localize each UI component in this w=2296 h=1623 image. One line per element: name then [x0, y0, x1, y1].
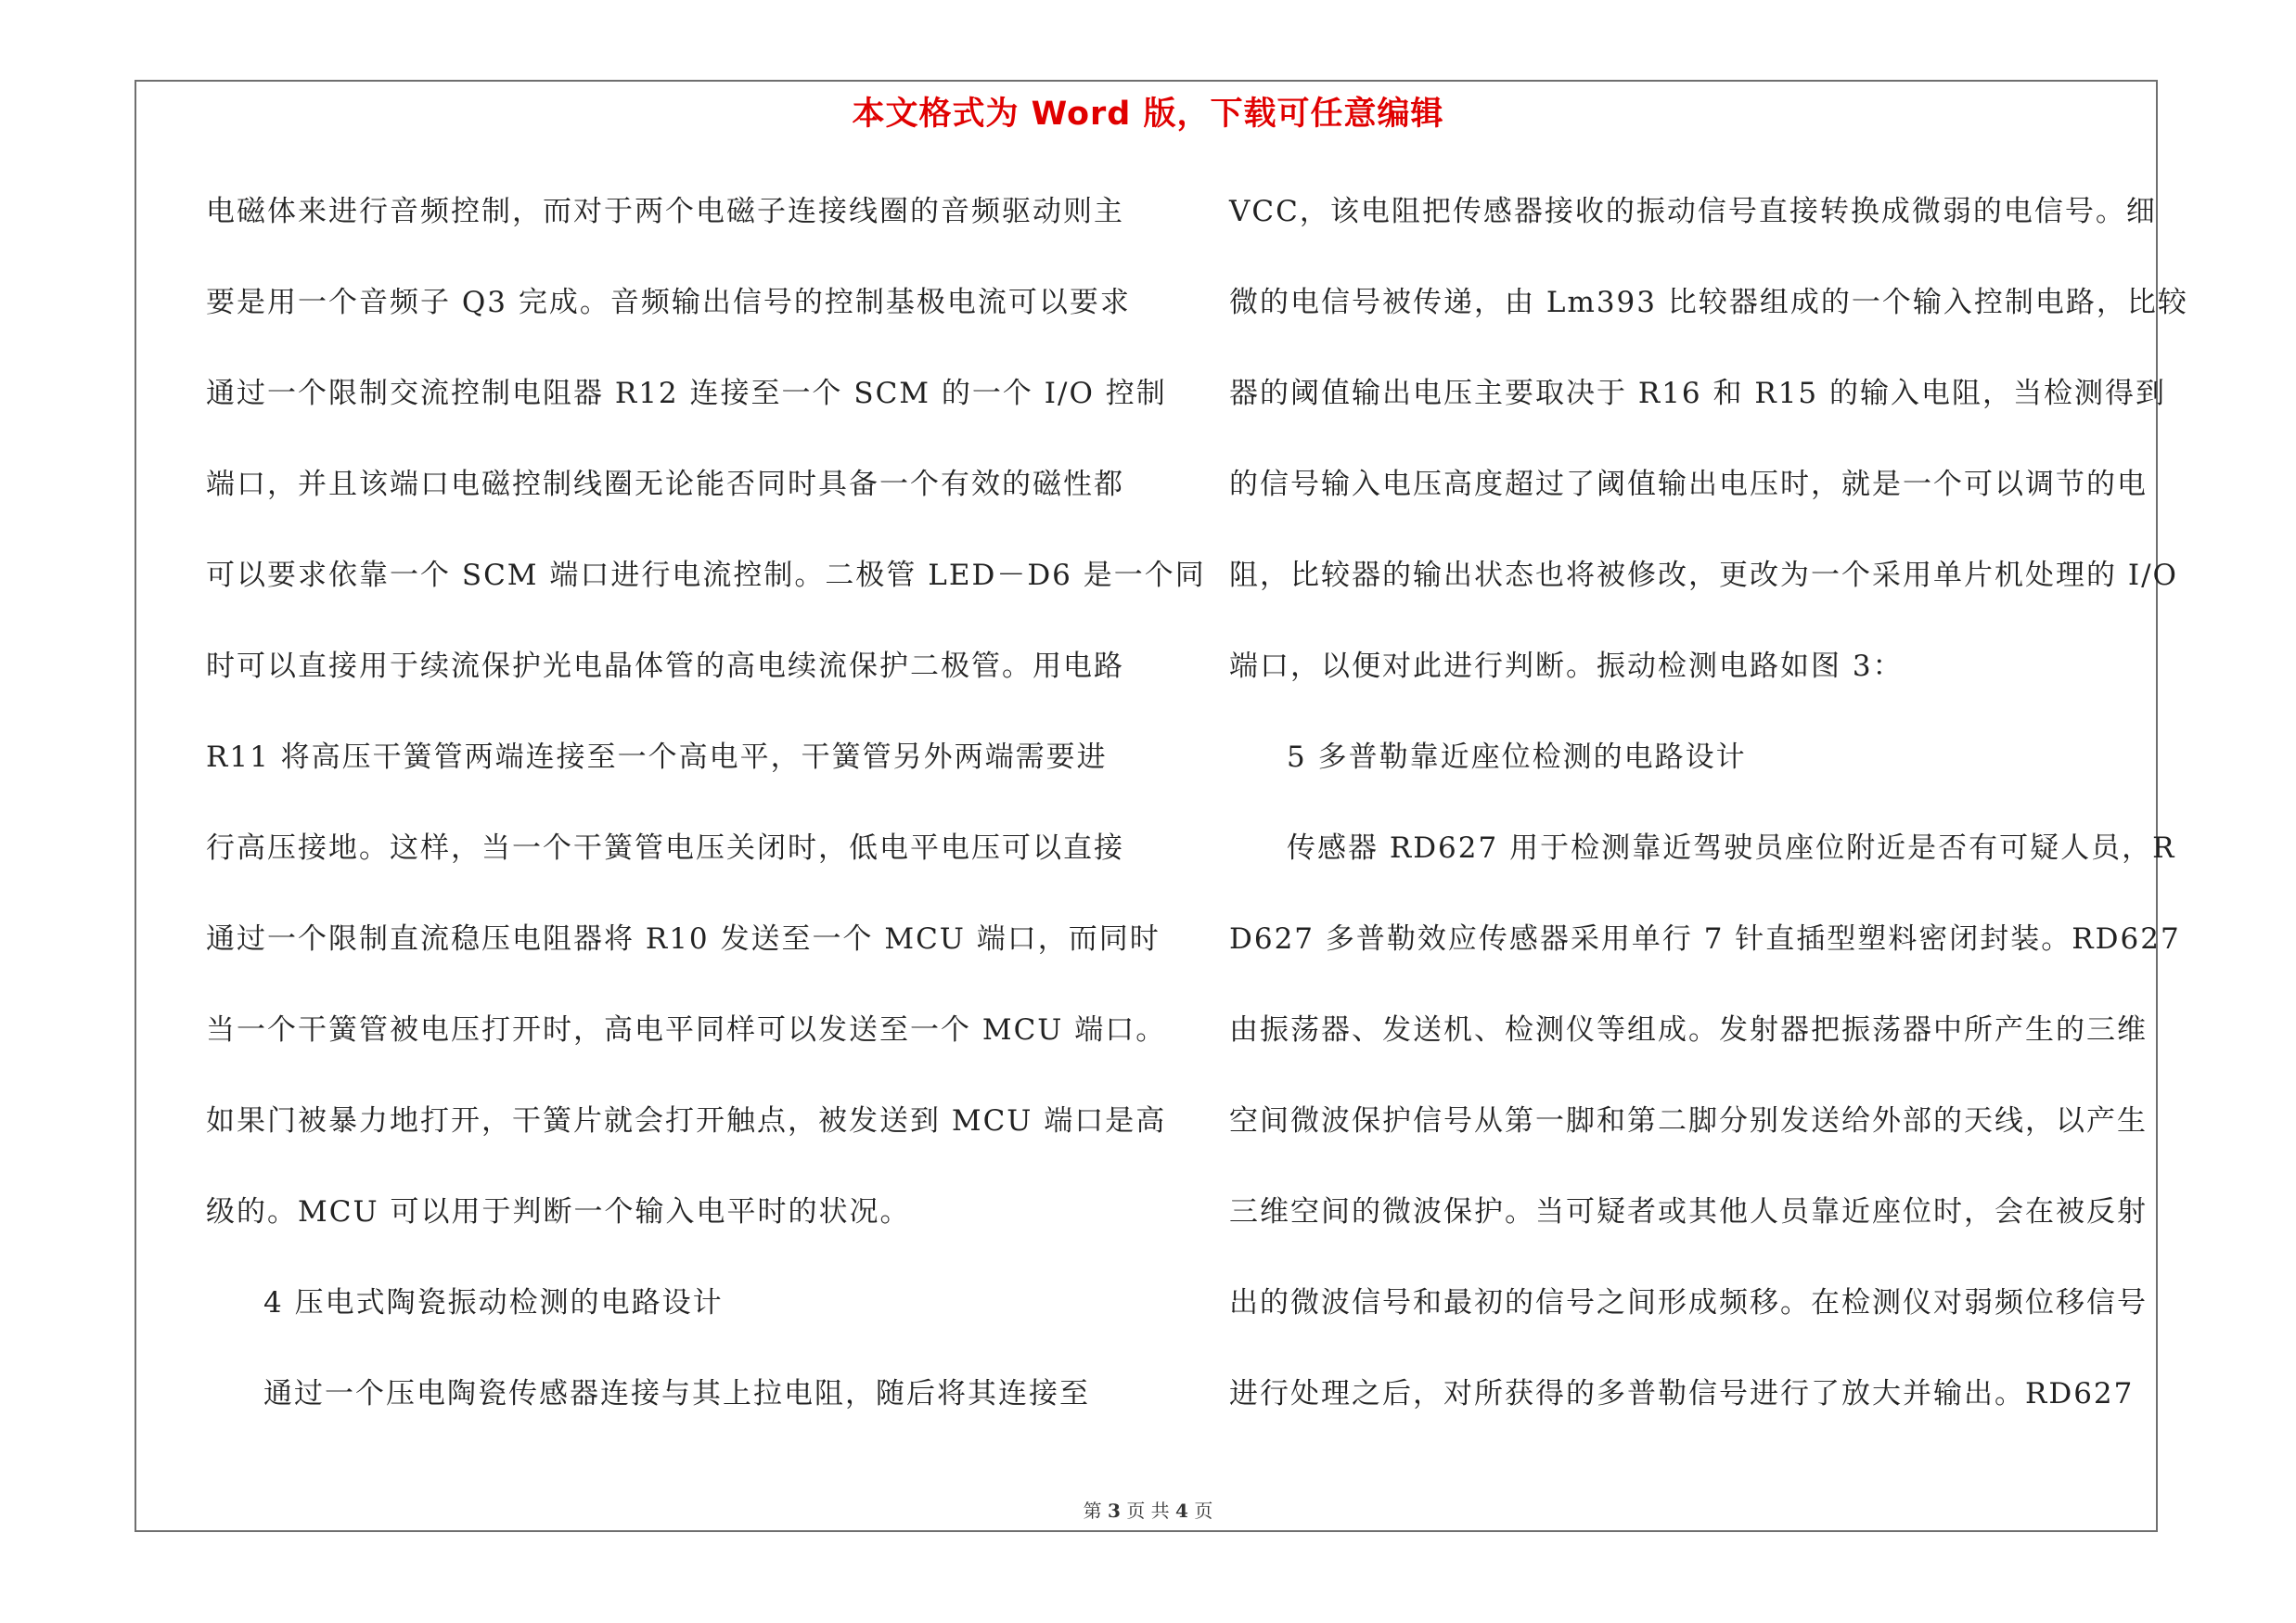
- text-line: 当一个干簧管被电压打开时，高电平同样可以发送至一个 MCU 端口。: [206, 1013, 1167, 1047]
- document-header-title: 本文格式为 Word 版，下载可任意编辑: [852, 96, 1444, 133]
- text-line: 由振荡器、发送机、检测仪等组成。发射器把振荡器中所产生的三维: [1229, 1013, 2148, 1047]
- text-line: 要是用一个音频子 Q3 完成。音频输出信号的控制基极电流可以要求: [206, 286, 1131, 319]
- section-heading: 4 压电式陶瓷振动检测的电路设计: [263, 1286, 724, 1320]
- footer-prefix: 第: [1083, 1500, 1102, 1522]
- text-line: 通过一个压电陶瓷传感器连接与其上拉电阻，随后将其连接至: [263, 1377, 1090, 1410]
- footer-middle: 页 共: [1126, 1500, 1170, 1522]
- text-line: 阻，比较器的输出状态也将被修改，更改为一个采用单片机处理的 I/O: [1229, 559, 2178, 592]
- text-line: 传感器 RD627 用于检测靠近驾驶员座位附近是否有可疑人员，R: [1287, 831, 2176, 865]
- text-line: 空间微波保护信号从第一脚和第二脚分别发送给外部的天线，以产生: [1229, 1104, 2148, 1138]
- text-line: 通过一个限制直流稳压电阻器将 R10 发送至一个 MCU 端口，而同时: [206, 922, 1161, 956]
- left-text-column: [206, 184, 1206, 1457]
- text-line: 电磁体来进行音频控制，而对于两个电磁子连接线圈的音频驱动则主: [206, 195, 1124, 228]
- text-line: 行高压接地。这样，当一个干簧管电压关闭时，低电平电压可以直接: [206, 831, 1124, 865]
- text-line: 出的微波信号和最初的信号之间形成频移。在检测仪对弱频位移信号: [1229, 1286, 2148, 1320]
- page-number-footer: [0, 1496, 2296, 1523]
- text-line: 时可以直接用于续流保护光电晶体管的高电续流保护二极管。用电路: [206, 650, 1124, 683]
- text-line: 三维空间的微波保护。当可疑者或其他人员靠近座位时，会在被反射: [1229, 1195, 2148, 1229]
- text-line: 端口，并且该端口电磁控制线圈无论能否同时具备一个有效的磁性都: [206, 468, 1124, 501]
- text-line: 进行处理之后，对所获得的多普勒信号进行了放大并输出。RD627: [1229, 1377, 2135, 1410]
- right-text-column: [1229, 184, 2188, 1457]
- text-line: R11 将高压干簧管两端连接至一个高电平，干簧管另外两端需要进: [206, 741, 1108, 774]
- text-line: D627 多普勒效应传感器采用单行 7 针直插型塑料密闭封装。RD627: [1229, 922, 2181, 956]
- current-page-number: 3: [1108, 1500, 1121, 1522]
- text-line: 级的。MCU 可以用于判断一个输入电平时的状况。: [206, 1195, 911, 1229]
- text-line: 端口，以便对此进行判断。振动检测电路如图 3：: [1229, 650, 1904, 683]
- text-line: 可以要求依靠一个 SCM 端口进行电流控制。二极管 LED－D6 是一个同: [206, 559, 1206, 592]
- total-page-number: 4: [1175, 1500, 1188, 1522]
- text-line: 微的电信号被传递，由 Lm393 比较器组成的一个输入控制电路，比较: [1229, 286, 2188, 319]
- text-line: 如果门被暴力地打开，干簧片就会打开触点，被发送到 MCU 端口是高: [206, 1104, 1167, 1138]
- text-line: 的信号输入电压高度超过了阈值输出电压时，就是一个可以调节的电: [1229, 468, 2148, 501]
- text-line: 器的阈值输出电压主要取决于 R16 和 R15 的输入电阻，当检测得到: [1229, 377, 2166, 410]
- footer-suffix: 页: [1194, 1500, 1213, 1522]
- section-heading: 5 多普勒靠近座位检测的电路设计: [1287, 741, 1747, 774]
- text-line: VCC，该电阻把传感器接收的振动信号直接转换成微弱的电信号。细: [1229, 195, 2157, 228]
- text-line: 通过一个限制交流控制电阻器 R12 连接至一个 SCM 的一个 I/O 控制: [206, 377, 1167, 410]
